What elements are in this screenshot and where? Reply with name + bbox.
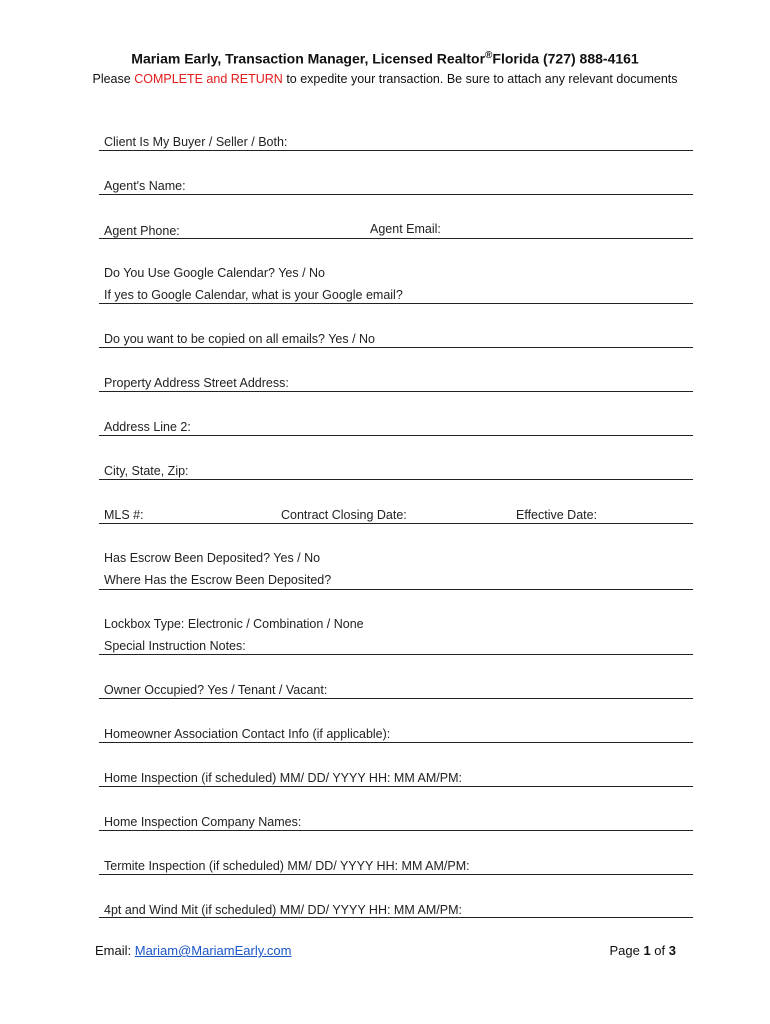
property-address-label: Property Address Street Address: xyxy=(104,376,289,390)
occupancy-line[interactable] xyxy=(99,698,693,699)
registered-mark: ® xyxy=(485,50,493,61)
home-inspection-line[interactable] xyxy=(99,786,693,787)
copied-emails-label: Do you want to be copied on all emails? Yes / No xyxy=(104,332,376,346)
escrow-where-line[interactable] xyxy=(99,589,693,590)
footer-email: Email: Mariam@MariamEarly.com xyxy=(95,943,292,958)
agent-phone-label: Agent Phone: xyxy=(104,224,180,238)
hoa-contact-line[interactable] xyxy=(99,742,693,743)
special-notes-line[interactable] xyxy=(99,654,693,655)
address-line2-label: Address Line 2: xyxy=(104,420,191,434)
mls-label: MLS #: xyxy=(104,508,144,522)
effective-date-label: Effective Date: xyxy=(516,508,598,522)
agent-name-label: Agent's Name: xyxy=(104,179,186,193)
property-address-line[interactable] xyxy=(99,391,693,392)
termite-inspection-label: Termite Inspection (if scheduled) MM/ DD/ YYYY HH: MM AM/PM: xyxy=(104,859,470,873)
google-email-label: If yes to Google Calendar, what is your Google email? xyxy=(104,288,403,302)
mls-dates-line[interactable] xyxy=(99,523,693,524)
google-calendar-label: Do You Use Google Calendar? Yes / No xyxy=(104,266,325,280)
agent-name-line[interactable] xyxy=(99,194,693,195)
address-line2-line[interactable] xyxy=(99,435,693,436)
wind-mit-line[interactable] xyxy=(99,917,693,918)
escrow-where-label: Where Has the Escrow Been Deposited? xyxy=(104,573,332,587)
inspection-company-label: Home Inspection Company Names: xyxy=(104,815,302,829)
closing-date-label: Contract Closing Date: xyxy=(281,508,407,522)
copied-emails-line[interactable] xyxy=(99,347,693,348)
email-link[interactable]: Mariam@MariamEarly.com xyxy=(134,943,292,958)
hoa-contact-label: Homeowner Association Contact Info (if applicable): xyxy=(104,727,391,741)
city-state-zip-line[interactable] xyxy=(99,479,693,480)
client-type-label: Client Is My Buyer / Seller / Both: xyxy=(104,135,288,149)
instructions-line: Please COMPLETE and RETURN to expedite your transaction. Be sure to attach any relevant documents xyxy=(92,72,678,86)
lockbox-type-label: Lockbox Type: Electronic / Combination / None xyxy=(104,617,364,631)
agent-email-label: Agent Email: xyxy=(370,222,441,236)
complete-return-emphasis: COMPLETE and RETURN xyxy=(134,72,283,86)
agent-phone-email-line[interactable] xyxy=(99,238,693,239)
occupancy-label: Owner Occupied? Yes / Tenant / Vacant: xyxy=(104,683,328,697)
home-inspection-label: Home Inspection (if scheduled) MM/ DD/ YYYY HH: MM AM/PM: xyxy=(104,771,462,785)
client-type-line[interactable] xyxy=(99,150,693,151)
escrow-deposited-label: Has Escrow Been Deposited? Yes / No xyxy=(104,551,321,565)
page-number: Page 1 of 3 xyxy=(609,943,676,958)
special-notes-label: Special Instruction Notes: xyxy=(104,639,246,653)
termite-inspection-line[interactable] xyxy=(99,874,693,875)
page-title: Mariam Early, Transaction Manager, Licensed Realtor®Florida (727) 888-4161 xyxy=(131,50,639,67)
city-state-zip-label: City, State, Zip: xyxy=(104,464,189,478)
google-email-line[interactable] xyxy=(99,303,693,304)
wind-mit-label: 4pt and Wind Mit (if scheduled) MM/ DD/ YYYY HH: MM AM/PM: xyxy=(104,903,462,917)
inspection-company-line[interactable] xyxy=(99,830,693,831)
